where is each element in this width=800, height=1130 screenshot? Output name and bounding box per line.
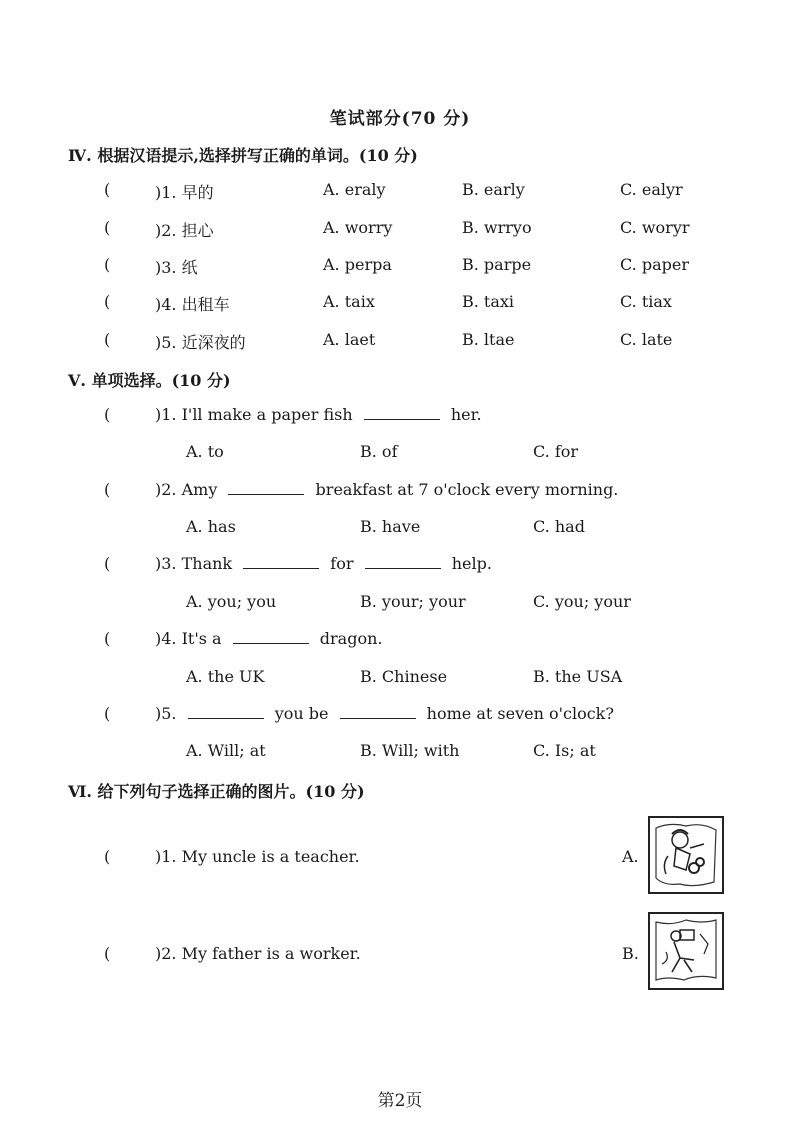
question-text: help. xyxy=(451,554,492,573)
option-b: B. have xyxy=(360,517,421,536)
teacher-picture xyxy=(648,816,724,894)
question-text: for xyxy=(330,554,354,573)
section-4-title: 根据汉语提示,选择拼写正确的单词。(10 分) xyxy=(97,146,418,165)
option-b: B. taxi xyxy=(462,292,515,311)
option-b: B. ltae xyxy=(462,330,515,349)
section-5-number: Ⅴ. xyxy=(68,371,86,390)
section-6-heading xyxy=(68,779,365,802)
option-c: C. ealyr xyxy=(620,180,683,199)
question-text: )1. My uncle is a teacher. xyxy=(155,847,360,866)
paren-open: ( xyxy=(104,944,111,963)
question-text: )1. I'll make a paper fish xyxy=(155,405,353,424)
question-text: )4. 出租车 xyxy=(155,295,230,314)
question-text: home at seven o'clock? xyxy=(426,704,614,723)
question-text: )2. Amy xyxy=(155,480,218,499)
question-text: )5. 近深夜的 xyxy=(155,333,246,352)
question-text: you be xyxy=(274,704,329,723)
option-c: C. woryr xyxy=(620,218,690,237)
question-5-5 xyxy=(155,704,614,723)
paren-open: ( xyxy=(104,292,111,311)
page-title: 笔试部分(70 分) xyxy=(329,109,471,129)
question-text: her. xyxy=(450,405,482,424)
paren-open: ( xyxy=(104,480,111,499)
option-a: A. laet xyxy=(323,330,376,349)
question-text: )2. My father is a worker. xyxy=(155,944,361,963)
section-4-heading xyxy=(68,143,418,166)
question-5-4 xyxy=(155,629,382,648)
paren-open: ( xyxy=(104,330,111,349)
section-4-number: Ⅳ. xyxy=(68,146,92,165)
question-5-3 xyxy=(155,554,492,573)
question-text: )4. It's a xyxy=(155,629,222,648)
page-number: 第2页 xyxy=(377,1091,423,1111)
option-b: B. of xyxy=(360,442,398,461)
answer-blank xyxy=(243,554,319,569)
option-a: A. Will; at xyxy=(186,741,266,760)
option-b: B. parpe xyxy=(462,255,532,274)
paren-open: ( xyxy=(104,554,111,573)
option-b: B. Chinese xyxy=(360,667,448,686)
option-c: C. you; your xyxy=(533,592,631,611)
option-c: C. tiax xyxy=(620,292,672,311)
option-c: B. the USA xyxy=(533,667,623,686)
option-a: A. has xyxy=(186,517,236,536)
paren-open: ( xyxy=(104,405,111,424)
question-5-2 xyxy=(155,480,618,499)
picture-a-label: A. xyxy=(622,847,639,866)
option-b: B. early xyxy=(462,180,525,199)
question-text: )3. Thank xyxy=(155,554,233,573)
option-c: C. for xyxy=(533,442,579,461)
section-5-heading xyxy=(68,368,231,391)
question-text: )1. 早的 xyxy=(155,183,214,202)
paren-open: ( xyxy=(104,704,111,723)
answer-blank xyxy=(233,629,309,644)
option-a: A. to xyxy=(186,442,224,461)
paren-open: ( xyxy=(104,180,111,199)
paren-open: ( xyxy=(104,255,111,274)
question-text: breakfast at 7 o'clock every morning. xyxy=(315,480,619,499)
worker-picture xyxy=(648,912,724,990)
option-a: A. you; you xyxy=(186,592,277,611)
option-a: A. worry xyxy=(323,218,393,237)
paren-open: ( xyxy=(104,847,111,866)
question-text: )5. xyxy=(155,704,177,723)
option-b: B. Will; with xyxy=(360,741,460,760)
question-5-1 xyxy=(155,405,482,424)
option-a: A. taix xyxy=(323,292,375,311)
section-6-title: 给下列句子选择正确的图片。(10 分) xyxy=(97,782,365,801)
question-text: )3. 纸 xyxy=(155,258,198,277)
option-c: C. paper xyxy=(620,255,689,274)
answer-blank xyxy=(188,704,264,719)
option-b: B. your; your xyxy=(360,592,466,611)
worker-illustration xyxy=(650,914,722,988)
question-text: dragon. xyxy=(319,629,383,648)
picture-b-label: B. xyxy=(622,944,639,963)
option-c: C. had xyxy=(533,517,585,536)
option-c: C. late xyxy=(620,330,673,349)
option-a: A. perpa xyxy=(323,255,392,274)
paren-open: ( xyxy=(104,218,111,237)
option-a: A. the UK xyxy=(186,667,265,686)
answer-blank xyxy=(365,554,441,569)
section-6-number: Ⅵ. xyxy=(68,782,92,801)
option-c: C. Is; at xyxy=(533,741,596,760)
section-5-title: 单项选择。(10 分) xyxy=(91,371,231,390)
answer-blank xyxy=(364,405,440,420)
question-text: )2. 担心 xyxy=(155,221,214,240)
answer-blank xyxy=(340,704,416,719)
option-a: A. eraly xyxy=(323,180,386,199)
option-b: B. wrryo xyxy=(462,218,532,237)
answer-blank xyxy=(228,480,304,495)
paren-open: ( xyxy=(104,629,111,648)
teacher-illustration xyxy=(650,818,722,892)
